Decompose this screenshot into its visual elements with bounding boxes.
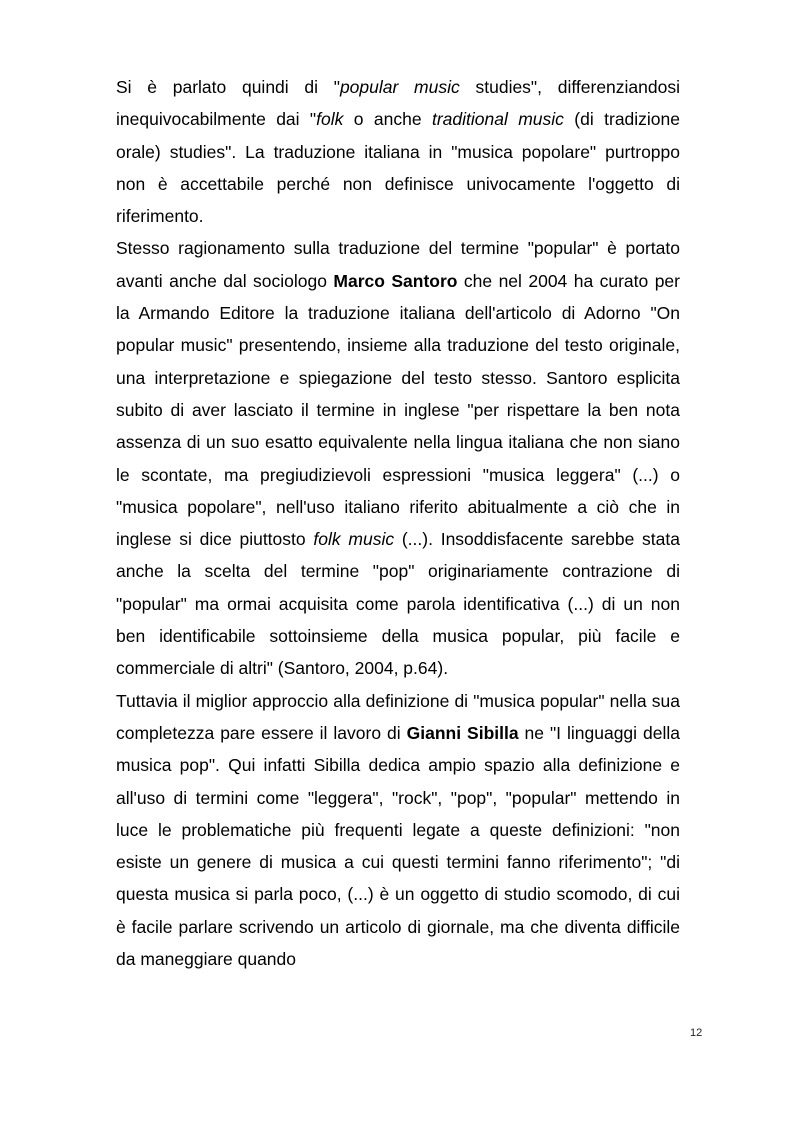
text-segment: (di tradizione orale) studies". La traduzione italiana in "musica popolare" purtroppo non è accettabile perché non definisce univocamente l'oggetto di riferimento. — [116, 109, 681, 227]
text-segment: (...). Insoddisfacente sarebbe stata anche la scelta del termine "pop" originariamente contrazione di "popular" ma ormai acquisita come parola identificativa (...) di un non ben identificabile sottoinsieme della musica popular, più facile e commerciale di altri" (Santoro, 2004, p.64). — [116, 529, 680, 679]
italic-term: folk — [316, 109, 344, 130]
page-body — [116, 71, 680, 975]
paragraph-popular-music-studies — [116, 71, 680, 232]
italic-term: folk music — [313, 529, 395, 550]
italic-term: traditional music — [431, 109, 564, 130]
page-number: 12 — [690, 1027, 703, 1039]
text-segment: o anche — [343, 109, 432, 130]
text-segment: Tuttavia il miglior approccio alla definizione di "musica popular" nella sua completezza pare essere il lavoro di — [116, 690, 680, 743]
text-segment: che nel 2004 ha curato per la Armando Editore la traduzione italiana dell'articolo di Adorno "On popular music" presentendo, insieme alla traduzione del testo originale, una interpretazione e spiegazione del testo stesso. Santoro esplicita subito di aver lasciato il termine in inglese "per rispettare la ben nota assenza di un suo esatto equivalente nella lingua italiana che non siano le scontate, ma pregiudizievoli espressioni "musica leggera" (...) o "musica popolare", nell'uso italiano riferito abitualmente a ciò che in inglese si dice piuttosto — [116, 270, 680, 550]
author-name-santoro: Marco Santoro — [333, 270, 458, 291]
text-segment: Stesso ragionamento sulla traduzione del termine "popular" è portato avanti anche dal sociologo — [116, 238, 680, 291]
author-name-sibilla: Gianni Sibilla — [406, 722, 519, 743]
text-segment: studies", differenziandosi inequivocabilmente dai " — [116, 77, 680, 130]
text-segment: ne "I linguaggi della musica pop". Qui infatti Sibilla dedica ampio spazio alla definizione e all'uso di termini come "leggera", "rock", "pop", "popular" mettendo in luce le problematiche più frequenti legate a queste definizioni: "non esiste un genere di musica a cui questi termini fanno riferimento"; "di questa musica si parla poco, (...) è un oggetto di studio scomodo, di cui è facile parlare scrivendo un articolo di giornale, ma che diventa difficile da maneggiare quando — [116, 722, 680, 970]
italic-term: popular music — [339, 77, 460, 97]
paragraph-sibilla — [116, 685, 680, 976]
paragraph-santoro — [116, 232, 680, 684]
text-segment: Si è parlato quindi di " — [116, 77, 340, 97]
